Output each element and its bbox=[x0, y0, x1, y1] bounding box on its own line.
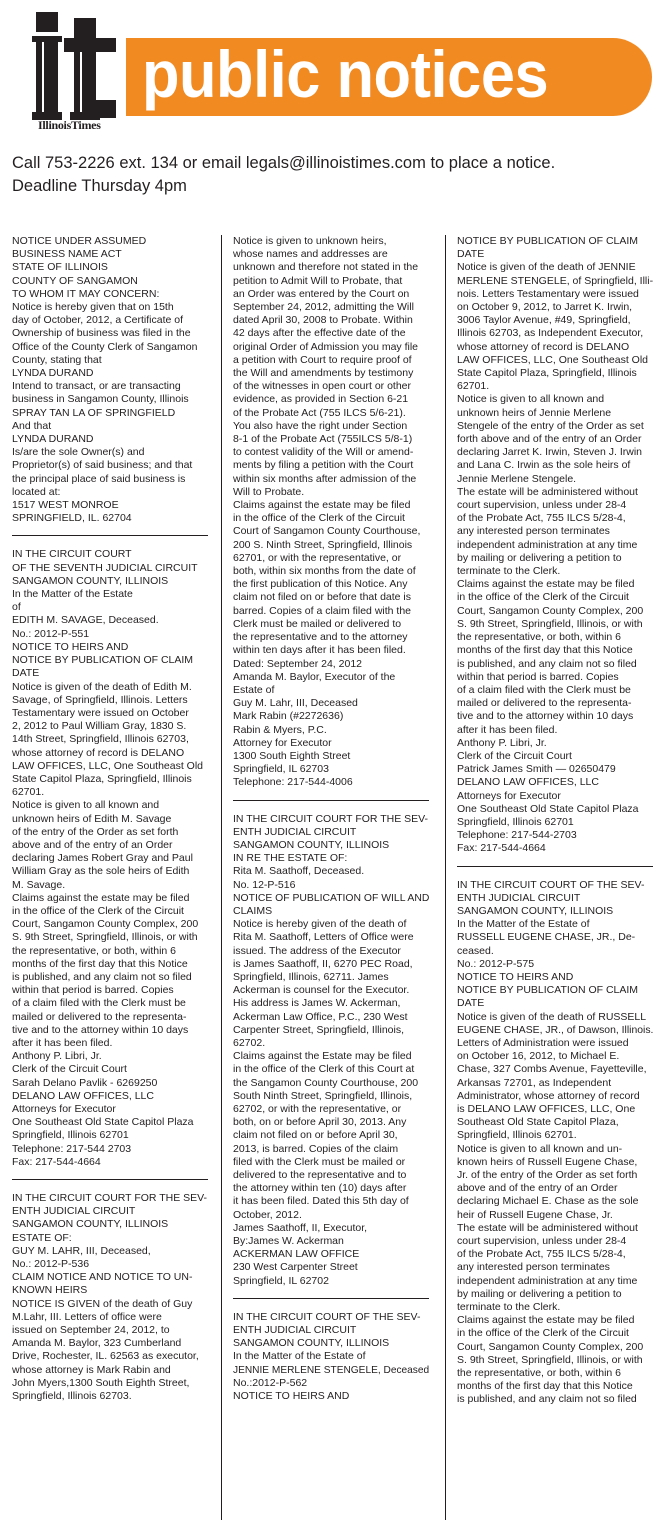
legal-notice bbox=[233, 235, 429, 790]
notice-line: is James Saathoff, II, 6270 PEC Road, bbox=[233, 957, 413, 970]
notice-line: Claims against the estate may be filed bbox=[457, 578, 635, 591]
notice-line: Rita M. Saathoff, Letters of Office were bbox=[233, 931, 414, 944]
notice-line: filed with the Clerk must be mailed or bbox=[233, 1155, 406, 1168]
notice-line: tive and to the attorney within 10 days bbox=[457, 710, 634, 723]
notice-line: NOTICE TO HEIRS AND bbox=[233, 1390, 350, 1403]
notice-line: NOTICE TO HEIRS AND bbox=[12, 640, 129, 653]
notice-separator bbox=[457, 866, 653, 867]
notice-line: COUNTY OF SANGAMON bbox=[12, 274, 138, 287]
notice-line: M. Savage. bbox=[12, 878, 66, 891]
notice-line: unknown heirs of Jennie Merlene bbox=[457, 406, 612, 419]
notice-line: 1517 WEST MONROE bbox=[12, 499, 119, 512]
notice-line: Notice is given of the death of Edith M. bbox=[12, 680, 192, 693]
notice-line: State Capitol Plaza, Springfield, Illinois bbox=[457, 367, 637, 380]
notice-line: James Saathoff, II, Executor, bbox=[233, 1221, 368, 1234]
notice-line: LYNDA DURAND bbox=[12, 367, 94, 380]
notice-line: Telephone: 217-544 2703 bbox=[12, 1142, 132, 1155]
notice-line: claim not filed on or before April 30, bbox=[233, 1129, 398, 1142]
notice-line: TO WHOM IT MAY CONCERN: bbox=[12, 287, 160, 300]
notice-line: Intend to transact, or are transacting bbox=[12, 380, 181, 393]
notice-line: Clerk of the Circuit Court bbox=[12, 1063, 127, 1076]
notice-line: Telephone: 217-544-2703 bbox=[457, 829, 577, 842]
notice-line: unknown and therefore not stated in the bbox=[233, 261, 419, 274]
notice-line: issued on September 24, 2012, to bbox=[12, 1324, 170, 1337]
notice-line: after it has been filed. bbox=[457, 723, 558, 736]
legal-notice bbox=[12, 548, 208, 1169]
notice-line: tive and to the attorney within 10 days bbox=[12, 1023, 189, 1036]
notice-line: S. 9th Street, Springfield, Illinois, or with bbox=[12, 931, 198, 944]
notice-line: whose attorney is Mark Rabin and bbox=[12, 1363, 171, 1376]
notice-line: Chase, 327 Combs Avenue, Fayetteville, bbox=[457, 1063, 647, 1076]
notice-line: is published, and any claim not so filed bbox=[457, 657, 637, 670]
notice-line: Amanda M. Baylor, Executor of the bbox=[233, 670, 396, 683]
notice-line: LAW OFFICES, LLC, One Southeast Old bbox=[12, 759, 204, 772]
notice-line: Is/are the sole Owner(s) and bbox=[12, 446, 145, 459]
contact-line: Call 753-2226 ext. 134 or email legals@illinoistimes.com to place a notice. bbox=[12, 154, 556, 172]
notice-line: Attorneys for Executor bbox=[12, 1103, 116, 1115]
notice-line: whose attorney of record is DELANO bbox=[457, 340, 630, 353]
notice-line: October, 2012. bbox=[233, 1208, 302, 1221]
notice-line: MERLENE STENGELE, of Springfield, Illi- bbox=[457, 274, 653, 287]
notice-line: County, stating that bbox=[12, 353, 102, 366]
notice-line: Clerk of the Circuit Court bbox=[457, 749, 572, 762]
notice-line: the principal place of said business is bbox=[12, 472, 186, 485]
notice-line: 2, 2012 to Paul William Gray, 1830 S. bbox=[12, 720, 187, 733]
notice-line: Notice is hereby given of the death of bbox=[233, 918, 407, 931]
notice-line: Notice is given of the death of RUSSELL bbox=[457, 1010, 647, 1023]
notice-line: months of the first day that this Notice bbox=[457, 1380, 633, 1393]
legal-notice bbox=[233, 1311, 429, 1403]
deadline-line: Deadline Thursday 4pm bbox=[12, 176, 187, 195]
notice-line: mailed or delivered to the representa- bbox=[457, 697, 632, 710]
notice-line: DATE bbox=[457, 248, 485, 261]
notice-line: 62701. bbox=[457, 380, 490, 393]
notice-line: Fax: 217-544-4664 bbox=[457, 842, 546, 855]
notice-line: And that bbox=[12, 419, 52, 432]
notice-line: IN THE CIRCUIT COURT OF THE SEV- bbox=[457, 878, 645, 891]
notice-line: of the Probate Act, 755 ILCS 5/28-4, bbox=[457, 512, 626, 525]
notice-line: original Order of Admission you may file bbox=[233, 340, 418, 353]
notice-line: of bbox=[12, 601, 21, 614]
notice-line: Dated: September 24, 2012 bbox=[233, 657, 363, 670]
notice-separator bbox=[233, 800, 429, 801]
notice-line: CLAIMS bbox=[233, 904, 273, 917]
notice-line: Guy M. Lahr, III, Deceased bbox=[233, 697, 358, 710]
notice-line: an Order was entered by the Court on bbox=[233, 287, 410, 300]
illinois-times-logo bbox=[30, 8, 126, 126]
notice-line: independent administration at any time bbox=[457, 538, 638, 551]
logo-caption: IllinoisTimes bbox=[38, 118, 101, 132]
notice-line: any interested person terminates bbox=[457, 525, 610, 538]
notice-line: RUSSELL EUGENE CHASE, JR., De- bbox=[457, 931, 636, 944]
notice-line: DELANO LAW OFFICES, LLC bbox=[457, 776, 599, 789]
legal-notice bbox=[457, 879, 653, 1407]
notice-line: NOTICE UNDER ASSUMED bbox=[12, 235, 147, 247]
notice-line: Notice is given to all known and bbox=[457, 393, 605, 406]
notice-line: within ten days after it has been filed. bbox=[233, 644, 406, 657]
notice-line: SANGAMON COUNTY, ILLINOIS bbox=[12, 574, 169, 587]
notice-line: both, within six months from the date of bbox=[233, 565, 416, 578]
notice-line: EDITH M. SAVAGE, Deceased. bbox=[12, 614, 159, 627]
notice-line: within that period is barred. Copies bbox=[457, 670, 619, 683]
notice-line: Notice is given of the death of JENNIE bbox=[457, 261, 636, 274]
notice-column-2 bbox=[233, 235, 429, 1525]
legal-notice bbox=[12, 235, 208, 525]
notice-line: 62702, or with the representative, or bbox=[233, 1103, 402, 1115]
legal-notice bbox=[233, 813, 429, 1288]
notice-line: ESTATE OF: bbox=[12, 1231, 72, 1244]
notice-line: 200 S. Ninth Street, Springfield, Illinois bbox=[233, 538, 413, 551]
notice-line: 62702. bbox=[233, 1036, 266, 1049]
notice-line: Office of the County Clerk of Sangamon bbox=[12, 340, 198, 353]
notice-line: Notice is given to all known and un- bbox=[457, 1142, 623, 1155]
notice-line: ceased. bbox=[457, 944, 494, 957]
notice-line: located at: bbox=[12, 485, 61, 498]
notice-column-3 bbox=[457, 235, 653, 1525]
notice-separator bbox=[233, 1298, 429, 1299]
notice-line: Claims against the estate may be filed bbox=[12, 891, 190, 904]
notice-separator bbox=[12, 535, 208, 536]
notice-line: You also have the right under Section bbox=[233, 419, 408, 432]
notice-line: the Sangamon County Courthouse, 200 bbox=[233, 1076, 419, 1089]
notice-line: day of October, 2012, a Certificate of bbox=[12, 314, 184, 327]
notice-line: the representative, or both, within 6 bbox=[457, 1367, 622, 1380]
notice-line: Letters of Administration were issued bbox=[457, 1036, 629, 1049]
masthead bbox=[0, 0, 672, 145]
notice-line: Notice is hereby given that on 15th bbox=[12, 301, 174, 314]
notice-line: whose attorney of record is DELANO bbox=[12, 746, 185, 759]
notice-line: petition to Admit Will to Probate, that bbox=[233, 274, 403, 287]
notice-line: mailed or delivered to the representa- bbox=[12, 1010, 187, 1023]
notice-line: in the office of the Clerk of the Circuit bbox=[12, 904, 184, 917]
notice-line: within six months after admission of the bbox=[233, 472, 417, 485]
notice-line: Mark Rabin (#2272636) bbox=[233, 710, 344, 723]
notice-separator bbox=[12, 1179, 208, 1180]
notice-line: JENNIE MERLENE STENGELE, Deceased bbox=[233, 1363, 429, 1376]
notice-line: nois. Letters Testamentary were issued bbox=[457, 287, 639, 300]
notice-line: Administrator, whose attorney of record bbox=[457, 1089, 640, 1102]
notice-line: NOTICE BY PUBLICATION OF CLAIM bbox=[12, 654, 194, 667]
notice-line: after it has been filed. bbox=[12, 1036, 113, 1049]
notice-line: Savage, of Springfield, Illinois. Letters bbox=[12, 693, 188, 706]
notice-column-1 bbox=[12, 235, 208, 1525]
notice-line: Springfield, Illinois 62701 bbox=[12, 1129, 129, 1142]
notice-line: The estate will be administered without bbox=[457, 485, 638, 498]
notice-line: Arkansas 72701, as Independent bbox=[457, 1076, 612, 1089]
notice-line: NOTICE TO HEIRS AND bbox=[457, 970, 574, 983]
notice-line: on October 16, 2012, to Michael E. bbox=[457, 1050, 620, 1063]
notice-line: No.:2012-P-562 bbox=[233, 1376, 308, 1389]
notice-line: Springfield, IL 62702 bbox=[233, 1274, 329, 1287]
notice-line: declaring Michael E. Chase as the sole bbox=[457, 1195, 639, 1208]
notice-line: LYNDA DURAND bbox=[12, 433, 94, 446]
notice-line: barred. Copies of a claim filed with the bbox=[233, 604, 412, 617]
notice-line: Ackerman is counsel for the Executor. bbox=[233, 984, 410, 997]
notice-line: Southeast Old State Capitol Plaza, bbox=[457, 1116, 619, 1129]
notice-line: a petition with Court to require proof of bbox=[233, 353, 412, 366]
notice-line: CLAIM NOTICE AND NOTICE TO UN- bbox=[12, 1271, 193, 1284]
notice-line: NOTICE BY PUBLICATION OF CLAIM bbox=[457, 235, 639, 247]
notice-line: M.Lahr, III. Letters of office were bbox=[12, 1310, 162, 1323]
notice-line: DATE bbox=[12, 667, 40, 680]
notice-line: both, on or before April 30, 2013. Any bbox=[233, 1116, 407, 1129]
notice-line: of the Probate Act (755 ILCS 5/6-21). bbox=[233, 406, 406, 419]
notice-line: the first publication of this Notice. Any bbox=[233, 578, 408, 591]
notice-line: Springfield, Illinois 62701. bbox=[457, 1129, 577, 1142]
notice-line: 2013, is barred. Copies of the claim bbox=[233, 1142, 399, 1155]
notice-line: whose names and addresses are bbox=[233, 248, 388, 261]
notice-line: Proprietor(s) of said business; and that bbox=[12, 459, 193, 472]
notice-line: claim not filed on or before that date is bbox=[233, 591, 412, 604]
notice-line: above and of the entry of an Order bbox=[457, 1182, 618, 1195]
notice-line: The estate will be administered without bbox=[457, 1221, 638, 1234]
notice-line: IN RE THE ESTATE OF: bbox=[233, 852, 348, 865]
notice-line: Springfield, IL 62703 bbox=[233, 763, 329, 776]
column-divider bbox=[445, 235, 446, 1520]
notice-line: Jennie Merlene Stengele. bbox=[457, 472, 577, 485]
notice-line: Carpenter Street, Springfield, Illinois, bbox=[233, 1023, 404, 1036]
notice-line: by mailing or delivering a petition to bbox=[457, 551, 622, 564]
notice-line: SANGAMON COUNTY, ILLINOIS bbox=[233, 1337, 390, 1350]
notice-line: KNOWN HEIRS bbox=[12, 1284, 88, 1297]
notice-line: of a claim filed with the Clerk must be bbox=[457, 683, 631, 696]
notice-line: William Gray as the sole heirs of Edith bbox=[12, 865, 190, 878]
notice-line: declaring James Robert Gray and Paul bbox=[12, 852, 193, 865]
notice-line: Amanda M. Baylor, 323 Cumberland bbox=[12, 1337, 182, 1350]
notice-line: 230 West Carpenter Street bbox=[233, 1261, 358, 1274]
notice-line: Rita M. Saathoff, Deceased. bbox=[233, 865, 365, 878]
notice-line: S. 9th Street, Springfield, Illinois, or with bbox=[457, 617, 643, 630]
notice-line: NOTICE OF PUBLICATION OF WILL AND bbox=[233, 891, 429, 904]
notice-line: One Southeast Old State Capitol Plaza bbox=[457, 802, 639, 815]
notice-line: ENTH JUDICIAL CIRCUIT bbox=[233, 825, 357, 838]
notice-line: court supervision, unless under 28-4 bbox=[457, 1235, 627, 1248]
notice-line: is published, and any claim not so filed bbox=[457, 1393, 637, 1406]
notice-line: Court of Sangamon County Courthouse, bbox=[233, 525, 421, 538]
notice-line: Will to Probate. bbox=[233, 485, 305, 498]
notice-line: 42 days after the effective date of the bbox=[233, 327, 406, 340]
notice-line: No.: 2012-P-575 bbox=[457, 957, 535, 970]
notice-line: Claims against the Estate may be filed bbox=[233, 1050, 412, 1063]
notice-line: the representative, or both, within 6 bbox=[457, 631, 622, 644]
legal-notice bbox=[457, 235, 653, 856]
notice-line: delivered to the representative and to bbox=[233, 1169, 407, 1182]
notice-line: on October 9, 2012, to Jarret K. Irwin, bbox=[457, 301, 633, 314]
notice-line: BUSINESS NAME ACT bbox=[12, 248, 122, 261]
notice-line: it has been filed. Dated this 5th day of bbox=[233, 1195, 409, 1208]
notice-line: of the witnesses in open court or other bbox=[233, 380, 412, 393]
notice-line: 62701, or with the representative, or bbox=[233, 551, 402, 564]
notice-line: Notice is given to all known and bbox=[12, 799, 160, 812]
notice-line: South Ninth Street, Springfield, Illinois, bbox=[233, 1089, 413, 1102]
column-divider bbox=[221, 235, 222, 1520]
notice-line: EUGENE CHASE, JR., of Dawson, Illinois. bbox=[457, 1023, 653, 1036]
notice-line: ments by filing a petition with the Court bbox=[233, 459, 414, 472]
notice-line: SPRAY TAN LA OF SPRINGFIELD bbox=[12, 406, 176, 419]
notice-line: Sarah Delano Pavlik - 6269250 bbox=[12, 1076, 158, 1089]
notice-line: is DELANO LAW OFFICES, LLC, One bbox=[457, 1103, 636, 1115]
notice-line: DATE bbox=[457, 997, 485, 1010]
notice-line: IN THE CIRCUIT COURT FOR THE SEV- bbox=[12, 1192, 208, 1205]
notice-line: ACKERMAN LAW OFFICE bbox=[233, 1248, 360, 1261]
notice-line: Stengele of the entry of the Order as set bbox=[457, 419, 644, 432]
notice-line: STATE OF ILLINOIS bbox=[12, 261, 108, 274]
notice-line: Claims against the estate may be filed bbox=[457, 1314, 635, 1327]
notice-line: within that period is barred. Copies bbox=[12, 984, 174, 997]
notice-line: 8-1 of the Probate Act (755ILCS 5/8-1) bbox=[233, 433, 413, 446]
legal-notice bbox=[12, 1192, 208, 1403]
notice-line: No. 12-P-516 bbox=[233, 878, 296, 891]
contact-info bbox=[12, 152, 662, 197]
notice-line: issued. The address of the Executor bbox=[233, 944, 401, 957]
notice-line: ENTH JUDICIAL CIRCUIT bbox=[12, 1205, 136, 1218]
notice-line: independent administration at any time bbox=[457, 1274, 638, 1287]
notice-line: September 24, 2012, admitting the Will bbox=[233, 301, 414, 314]
notice-line: GUY M. LAHR, III, Deceased, bbox=[12, 1244, 151, 1257]
notice-line: Court, Sangamon County Complex, 200 bbox=[12, 918, 199, 931]
notice-line: 62701. bbox=[12, 786, 45, 799]
notice-line: court supervision, unless under 28-4 bbox=[457, 499, 627, 512]
notice-line: terminate to the Clerk. bbox=[457, 565, 561, 578]
notice-line: to contest validity of the Will or amend- bbox=[233, 446, 414, 459]
notice-line: Springfield, Illinois, 62711. James bbox=[233, 970, 389, 983]
notice-line: In the Matter of the Estate of bbox=[233, 1350, 366, 1363]
notice-line: of a claim filed with the Clerk must be bbox=[12, 997, 186, 1010]
notice-line: Drive, Rochester, IL. 62563 as executor, bbox=[12, 1350, 199, 1363]
notice-line: Rabin & Myers, P.C. bbox=[233, 723, 327, 736]
notice-line: above and of the entry of an Order bbox=[12, 838, 173, 851]
notice-line: LAW OFFICES, LLC, One Southeast Old bbox=[457, 353, 649, 366]
notice-line: Jr. of the entry of the Order as set forth bbox=[457, 1169, 638, 1182]
notice-line: SANGAMON COUNTY, ILLINOIS bbox=[233, 838, 390, 851]
notice-line: 14th Street, Springfield, Illinois 62703, bbox=[12, 733, 189, 746]
notice-line: No.: 2012-P-536 bbox=[12, 1258, 90, 1271]
notice-line: the Will and amendments by testimony bbox=[233, 367, 414, 380]
notice-line: Springfield, Illinois 62701 bbox=[457, 815, 574, 828]
notice-line: IN THE CIRCUIT COURT FOR THE SEV- bbox=[233, 812, 429, 825]
notice-line: DELANO LAW OFFICES, LLC bbox=[12, 1089, 154, 1102]
notice-line: Ackerman Law Office, P.C., 230 West bbox=[233, 1010, 408, 1023]
notice-line: In the Matter of the Estate of bbox=[457, 918, 590, 931]
notice-line: Estate of bbox=[233, 683, 275, 696]
notice-line: Notice is given to unknown heirs, bbox=[233, 235, 387, 247]
notice-line: the representative, or both, within 6 bbox=[12, 944, 177, 957]
notice-line: NOTICE BY PUBLICATION OF CLAIM bbox=[457, 984, 639, 997]
notice-line: Springfield, Illinois 62703. bbox=[12, 1390, 132, 1403]
notice-line: unknown heirs of Edith M. Savage bbox=[12, 812, 172, 825]
notice-line: Testamentary were issued on October bbox=[12, 706, 189, 719]
notice-line: SANGAMON COUNTY, ILLINOIS bbox=[457, 904, 614, 917]
notice-line: SPRINGFIELD, IL. 62704 bbox=[12, 512, 132, 525]
notice-line: Court, Sangamon County Complex, 200 bbox=[457, 1340, 644, 1353]
notice-line: in the office of the Clerk of the Circuit bbox=[457, 1327, 629, 1340]
notice-line: of the entry of the Order as set forth bbox=[12, 825, 179, 838]
section-title: public notices bbox=[142, 37, 549, 111]
notice-line: in the office of the Clerk of the Circuit bbox=[457, 591, 629, 604]
notice-line: John Myers,1300 South Eighth Street, bbox=[12, 1376, 190, 1389]
notice-line: business in Sangamon County, Illinois bbox=[12, 393, 189, 406]
notice-line: Clerk must be mailed or delivered to bbox=[233, 617, 402, 630]
notice-line: and Lana C. Irwin as the sole heirs of bbox=[457, 459, 631, 472]
notice-line: IN THE CIRCUIT COURT bbox=[12, 548, 132, 561]
notice-line: in the office of the Clerk of this Court at bbox=[233, 1063, 415, 1076]
notice-line: in the office of the Clerk of the Circuit bbox=[233, 512, 405, 525]
notice-line: Patrick James Smith — 02650479 bbox=[457, 763, 616, 776]
notice-line: OF THE SEVENTH JUDICIAL CIRCUIT bbox=[12, 561, 198, 574]
notice-line: IN THE CIRCUIT COURT OF THE SEV- bbox=[233, 1310, 421, 1323]
notice-line: ENTH JUDICIAL CIRCUIT bbox=[233, 1324, 357, 1337]
notice-line: By:James W. Ackerman bbox=[233, 1235, 344, 1248]
notice-line: by mailing or delivering a petition to bbox=[457, 1287, 622, 1300]
notice-line: NOTICE IS GIVEN of the death of Guy bbox=[12, 1297, 193, 1310]
notice-line: ENTH JUDICIAL CIRCUIT bbox=[457, 891, 581, 904]
notice-line: any interested person terminates bbox=[457, 1261, 610, 1274]
notice-line: Telephone: 217-544-4006 bbox=[233, 776, 353, 789]
notice-line: evidence, as provided in Section 6-21 bbox=[233, 393, 409, 406]
notice-line: of the Probate Act, 755 ILCS 5/28-4, bbox=[457, 1248, 626, 1261]
notice-line: the representative and to the attorney bbox=[233, 631, 408, 644]
notice-line: Attorneys for Executor bbox=[457, 789, 561, 802]
notice-line: is published, and any claim not so filed bbox=[12, 970, 192, 983]
notice-line: Anthony P. Libri, Jr. bbox=[457, 736, 547, 749]
notice-line: Fax: 217-544-4664 bbox=[12, 1155, 101, 1168]
notice-line: Court, Sangamon County Complex, 200 bbox=[457, 604, 644, 617]
notice-line: the attorney within ten (10) days after bbox=[233, 1182, 407, 1195]
notice-line: forth above and of the entry of an Order bbox=[457, 433, 642, 446]
notice-line: S. 9th Street, Springfield, Illinois, or with bbox=[457, 1353, 643, 1366]
notice-line: months of the first day that this Notice bbox=[12, 957, 188, 970]
notice-line: SANGAMON COUNTY, ILLINOIS bbox=[12, 1218, 169, 1231]
notice-line: Illinois 62703, as Independent Executor, bbox=[457, 327, 644, 340]
notice-line: dated April 30, 2008 to Probate. Within bbox=[233, 314, 413, 327]
notice-line: No.: 2012-P-551 bbox=[12, 627, 90, 640]
notice-line: 3006 Taylor Avenue, #49, Springfield, bbox=[457, 314, 631, 327]
notice-line: known heirs of Russell Eugene Chase, bbox=[457, 1155, 638, 1168]
notice-line: heir of Russell Eugene Chase, Jr. bbox=[457, 1208, 613, 1221]
notice-line: Attorney for Executor bbox=[233, 736, 332, 749]
notice-line: terminate to the Clerk. bbox=[457, 1301, 561, 1314]
notice-line: declaring Jarret K. Irwin, Steven J. Irwin bbox=[457, 446, 642, 459]
notice-line: State Capitol Plaza, Springfield, Illinois bbox=[12, 772, 192, 785]
notice-line: Ownership of business was filed in the bbox=[12, 327, 191, 340]
notice-line: Claims against the estate may be filed bbox=[233, 499, 411, 512]
notice-line: One Southeast Old State Capitol Plaza bbox=[12, 1116, 194, 1129]
notice-line: months of the first day that this Notice bbox=[457, 644, 633, 657]
notice-line: In the Matter of the Estate bbox=[12, 588, 133, 601]
notice-line: 1300 South Eighth Street bbox=[233, 749, 351, 762]
notice-line: Anthony P. Libri, Jr. bbox=[12, 1050, 102, 1063]
notice-line: His address is James W. Ackerman, bbox=[233, 997, 401, 1010]
